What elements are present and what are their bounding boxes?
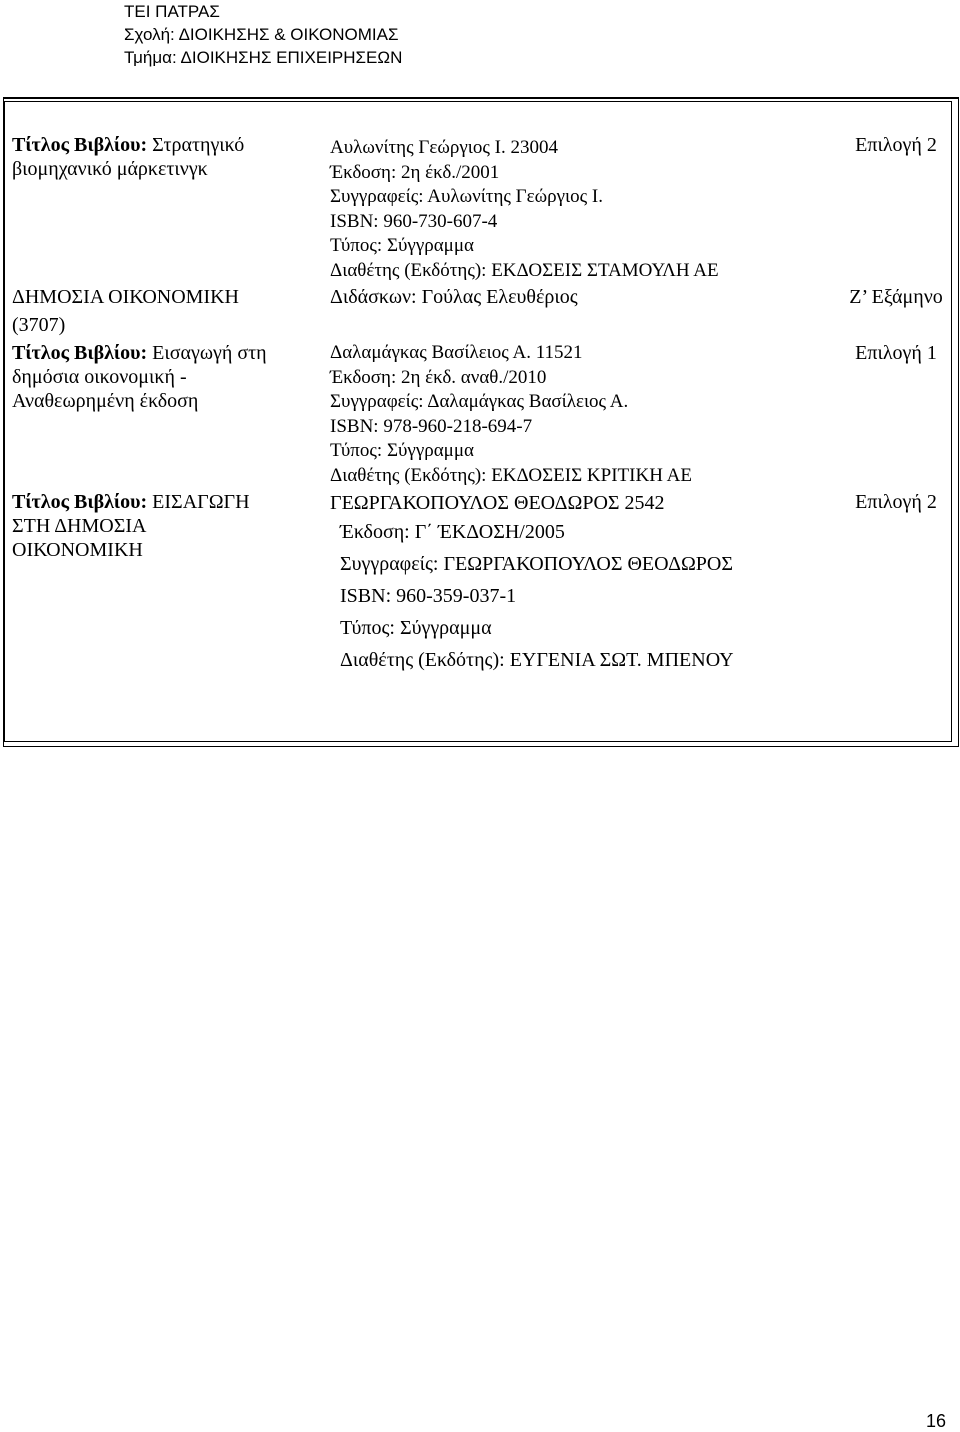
book-option-cell (824, 337, 960, 488)
course-cell (3, 283, 322, 337)
title-label: Τίτλος Βιβλίου: (12, 491, 148, 513)
title-text: Εισαγωγή στη (147, 342, 267, 364)
book-details-cell (322, 488, 824, 676)
book-author-code: Δαλαμάγκας Βασίλειος Α. 11521 (330, 342, 583, 363)
book-details-cell (322, 97, 824, 283)
book-option-cell (824, 488, 960, 676)
book-authors: Συγγραφείς: Δαλαμάγκας Βασίλειος Α. (330, 391, 629, 412)
title-text: Στρατηγικό (147, 134, 245, 156)
title-text: βιομηχανικό μάρκετινγκ (12, 158, 208, 180)
book-edition: Έκδοση: 2η έκδ./2001 (330, 161, 500, 183)
document-header (124, 0, 402, 69)
school-name: Σχολή: ΔΙΟΙΚΗΣΗΣ & ΟΙΚΟΝΟΜΙΑΣ (124, 25, 399, 44)
department-name: Τμήμα: ΔΙΟΙΚΗΣΗΣ ΕΠΙΧΕΙΡΗΣΕΩΝ (124, 48, 403, 67)
book-type: Τύπος: Σύγγραμμα (340, 617, 492, 639)
book-isbn: ISBN: 960-730-607-4 (330, 210, 498, 232)
book-author-code: ΓΕΩΡΓΑΚΟΠΟΥΛΟΣ ΘΕΟΔΩΡΟΣ 2542 (330, 492, 665, 514)
book-type: Τύπος: Σύγγραμμα (330, 440, 474, 461)
book-option-cell (824, 97, 960, 283)
option-label: Επιλογή 2 (855, 491, 937, 513)
book-authors: Συγγραφείς: ΓΕΩΡΓΑΚΟΠΟΥΛΟΣ ΘΕΟΔΩΡΟΣ (340, 553, 734, 575)
title-text: ΣΤΗ ΔΗΜΟΣΙΑ (12, 515, 147, 537)
title-text: ΕΙΣΑΓΩΓΗ (147, 491, 250, 513)
book-isbn: ISBN: 978-960-218-694-7 (330, 415, 533, 437)
book-title-cell (3, 337, 322, 488)
semester-label: Ζ’ Εξάμηνο (849, 286, 943, 308)
title-label: Τίτλος Βιβλίου: (12, 342, 148, 364)
book-type: Τύπος: Σύγγραμμα (330, 235, 474, 256)
book-publisher: Διαθέτης (Εκδότης): ΕΥΓΕΝΙΑ ΣΩΤ. ΜΠΕΝΟΥ (340, 649, 734, 671)
book-author-code: Αυλωνίτης Γεώργιος Ι. 23004 (330, 137, 558, 158)
page-number: 16 (926, 1411, 947, 1431)
book-title-cell (3, 488, 322, 676)
book-edition: Έκδοση: 2η έκδ. αναθ./2010 (330, 366, 547, 388)
title-text: Αναθεωρημένη έκδοση (12, 390, 199, 412)
book-title-cell (3, 97, 322, 283)
book-publisher: Διαθέτης (Εκδότης): ΕΚΔΟΣΕΙΣ ΣΤΑΜΟΥΛΗ ΑΕ (330, 259, 719, 281)
course-code: (3707) (12, 314, 66, 336)
books-table (3, 97, 960, 676)
title-label: Τίτλος Βιβλίου: (12, 134, 148, 156)
institution-name: ΤΕΙ ΠΑΤΡΑΣ (124, 2, 220, 21)
book-isbn: ISBN: 960-359-037-1 (340, 585, 517, 607)
course-name: ΔΗΜΟΣΙΑ ΟΙΚΟΝΟΜΙΚΗ (12, 286, 240, 308)
instructor-cell (322, 283, 824, 337)
option-label: Επιλογή 1 (855, 342, 937, 364)
book-publisher: Διαθέτης (Εκδότης): ΕΚΔΟΣΕΙΣ ΚΡΙΤΙΚΗ ΑΕ (330, 464, 692, 486)
semester-cell (824, 283, 960, 337)
instructor-name: Διδάσκων: Γούλας Ελευθέριος (330, 286, 578, 308)
book-edition: Έκδοση: Γ΄ ΈΚΔΟΣΗ/2005 (340, 521, 565, 543)
option-label: Επιλογή 2 (855, 134, 937, 156)
title-text: ΟΙΚΟΝΟΜΙΚΗ (12, 539, 143, 561)
book-authors: Συγγραφείς: Αυλωνίτης Γεώργιος Ι. (330, 186, 603, 207)
book-details-cell (322, 337, 824, 488)
title-text: δημόσια οικονομική - (12, 366, 187, 388)
